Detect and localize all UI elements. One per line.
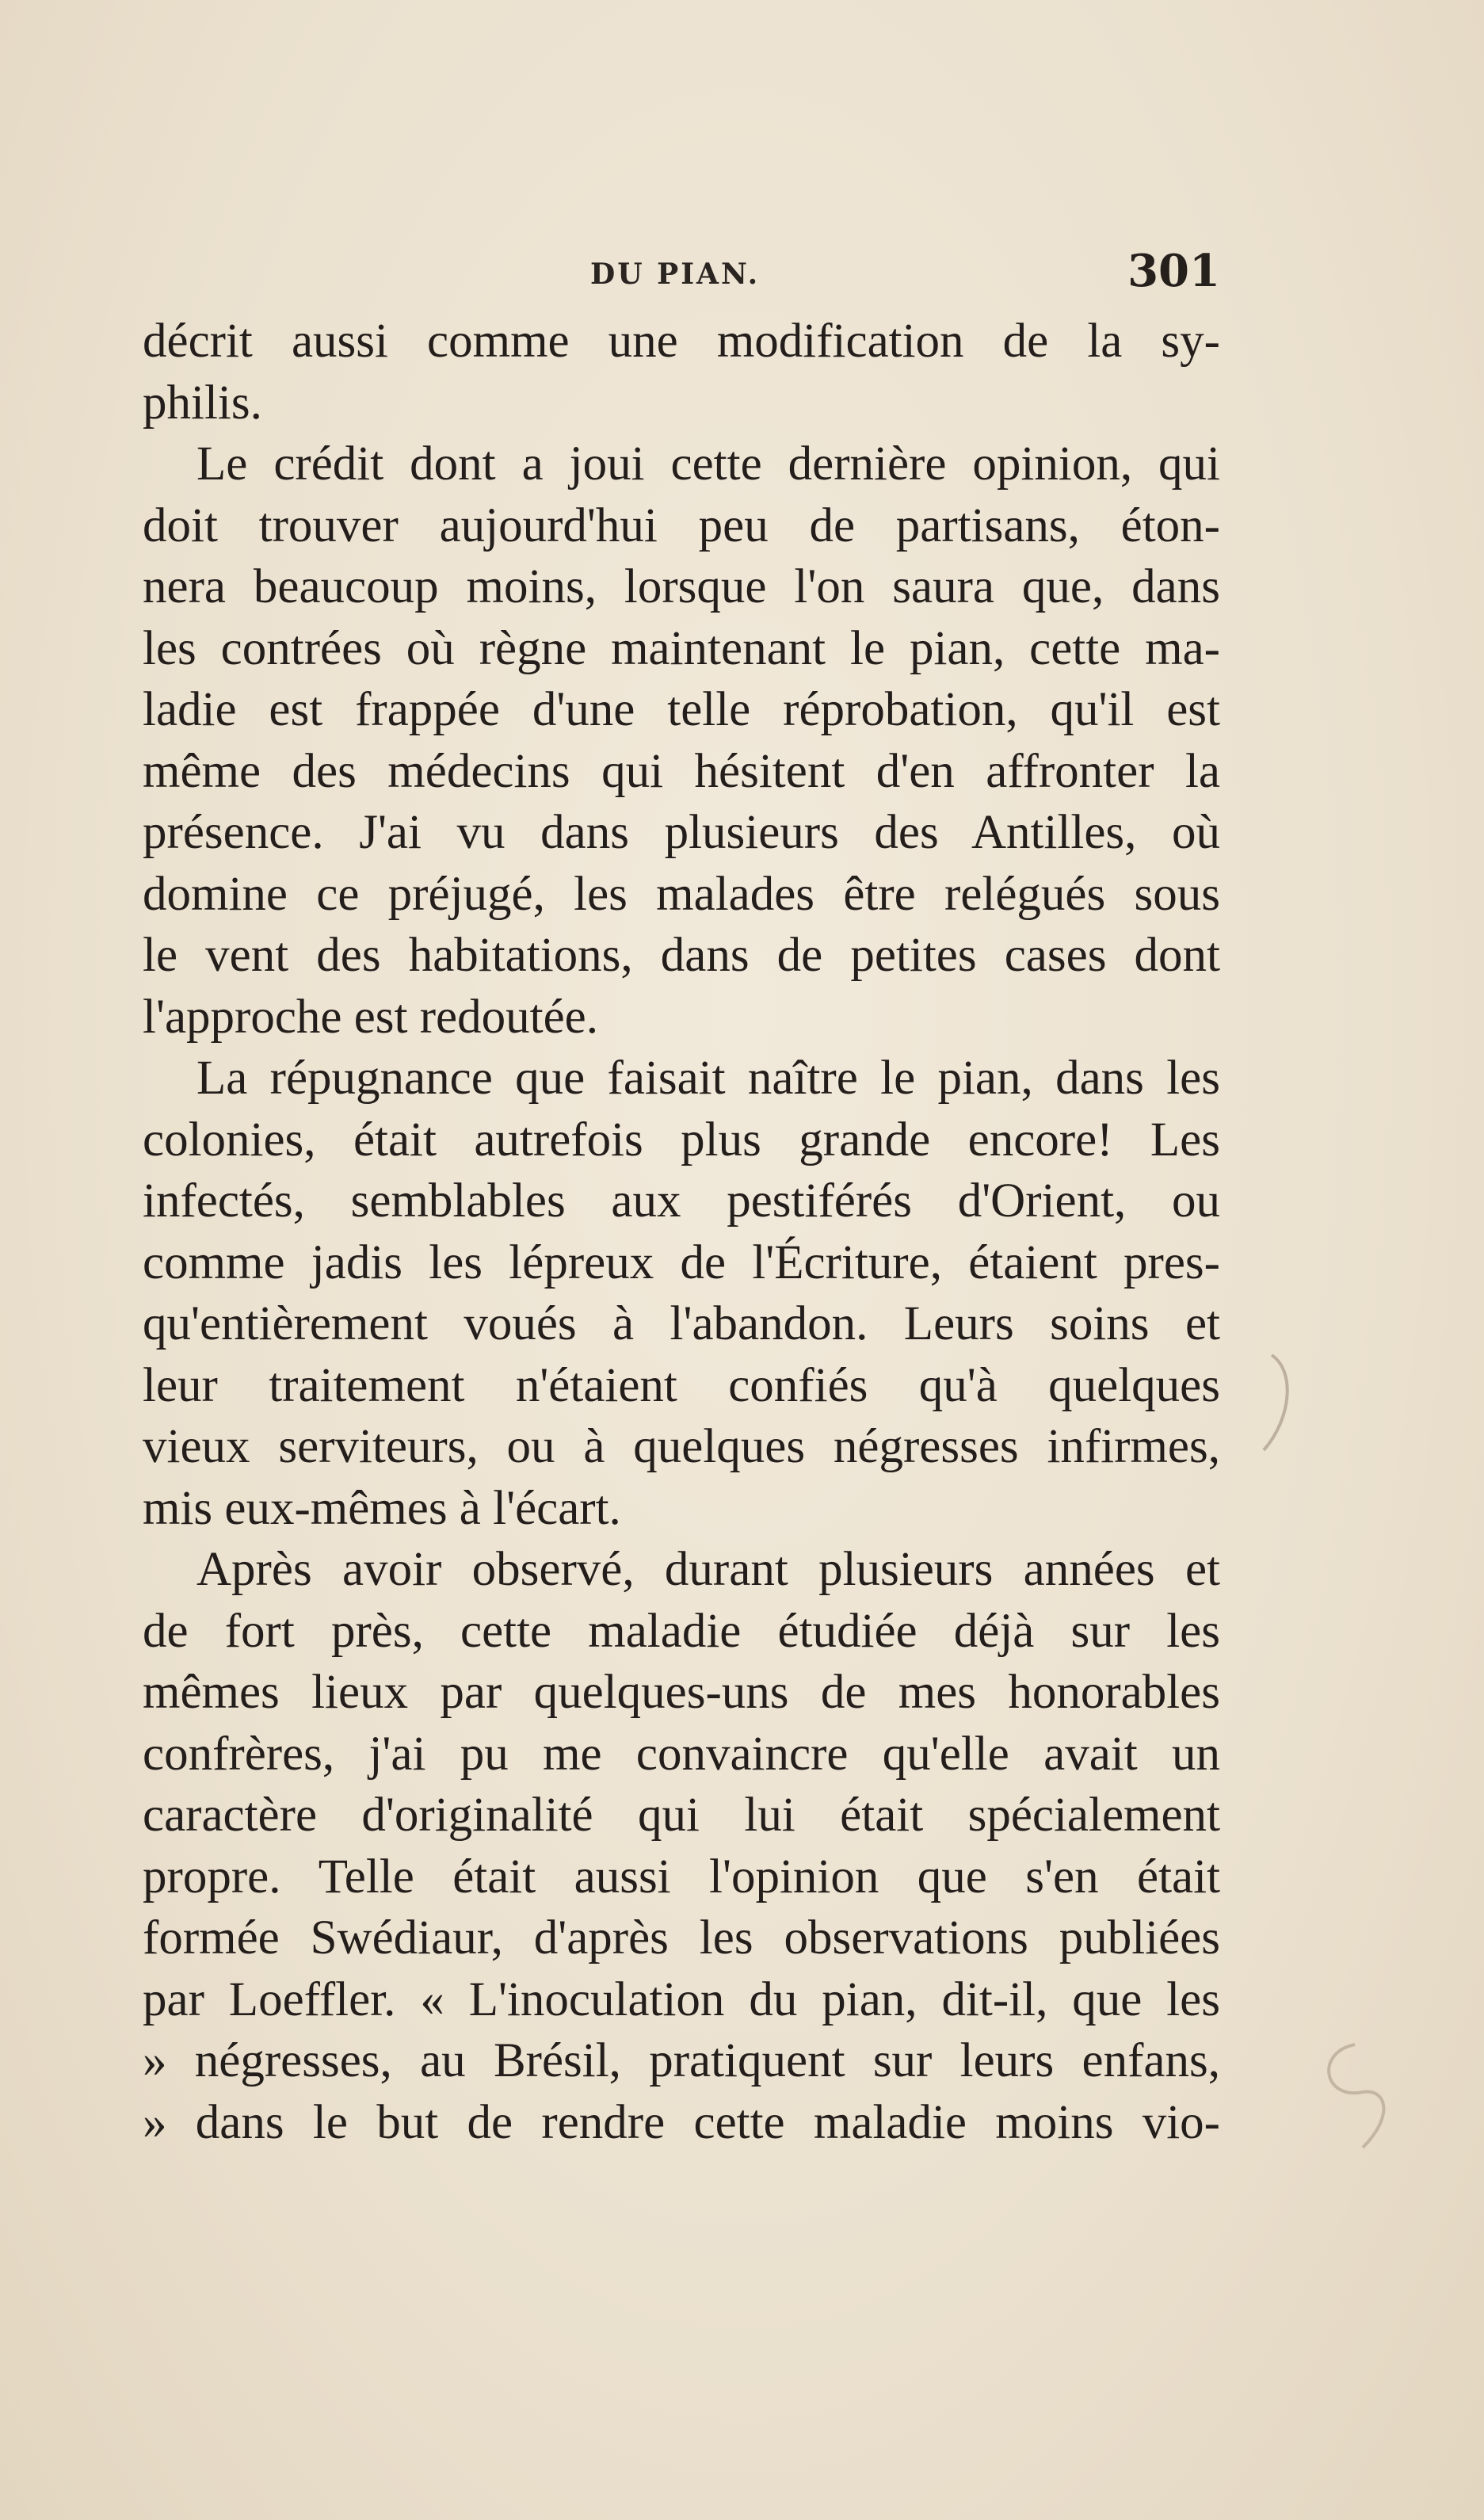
text-line: domine ce préjugé, les malades être relégués sous	[143, 867, 1220, 921]
text-line: » dans le but de rendre cette maladie moins vio-	[143, 2095, 1220, 2149]
text-line: mis eux-mêmes à l'écart.	[143, 1481, 621, 1535]
pencil-mark	[1248, 1347, 1343, 1474]
text-line: comme jadis les lépreux de l'Écriture, étaient pres-	[143, 1235, 1220, 1289]
text-line: Le crédit dont a joui cette dernière opinion, qui	[196, 437, 1220, 491]
text-line: présence. J'ai vu dans plusieurs des Antilles, où	[143, 806, 1220, 859]
text-line: Après avoir observé, durant plusieurs années et	[196, 1543, 1220, 1596]
pencil-mark	[1299, 2029, 1410, 2163]
text-line: doit trouver aujourd'hui peu de partisans, éton-	[143, 498, 1220, 552]
text-line: nera beaucoup moins, lorsque l'on saura que, dans	[143, 560, 1220, 613]
text-line: propre. Telle était aussi l'opinion que s'en était	[143, 1850, 1220, 1903]
text-line: » négresses, au Brésil, pratiquent sur leurs enfans,	[143, 2034, 1220, 2087]
text-line: infectés, semblables aux pestiférés d'Orient, ou	[143, 1174, 1220, 1228]
text-line: leur traitement n'étaient confiés qu'à quelques	[143, 1358, 1220, 1412]
text-line: La répugnance que faisait naître le pian, dans les	[196, 1052, 1220, 1105]
text-line: caractère d'originalité qui lui était spécialement	[143, 1789, 1220, 1842]
running-title: DU PIAN.	[590, 258, 761, 291]
text-line: par Loeffler. « L'inoculation du pian, dit-il, que les	[143, 1972, 1220, 2026]
text-line: vieux serviteurs, ou à quelques négresses infirmes,	[143, 1420, 1220, 1473]
text-line: confrères, j'ai pu me convaincre qu'elle avait un	[143, 1727, 1220, 1781]
text-line: les contrées où règne maintenant le pian, cette ma-	[143, 621, 1220, 675]
text-line: même des médecins qui hésitent d'en affronter la	[143, 744, 1220, 798]
text-line: de fort près, cette maladie étudiée déjà sur les	[143, 1604, 1220, 1658]
page-header	[143, 245, 1220, 313]
text-line: qu'entièrement voués à l'abandon. Leurs soins et	[143, 1297, 1220, 1350]
text-line: l'approche est redoutée.	[143, 990, 598, 1044]
text-line: mêmes lieux par quelques-uns de mes honorables	[143, 1666, 1220, 1719]
text-line: colonies, était autrefois plus grande encore! Les	[143, 1113, 1220, 1166]
text-line: décrit aussi comme une modification de la sy-	[143, 315, 1220, 368]
text-line: ladie est frappée d'une telle réprobation, qu'il est	[143, 683, 1220, 736]
text-line: le vent des habitations, dans de petites cases dont	[143, 929, 1220, 982]
text-line: philis.	[143, 376, 262, 430]
text-line: formée Swédiaur, d'après les observations publiées	[143, 1911, 1220, 1964]
body-text	[143, 311, 1220, 2153]
page-number: 301	[1127, 245, 1220, 297]
